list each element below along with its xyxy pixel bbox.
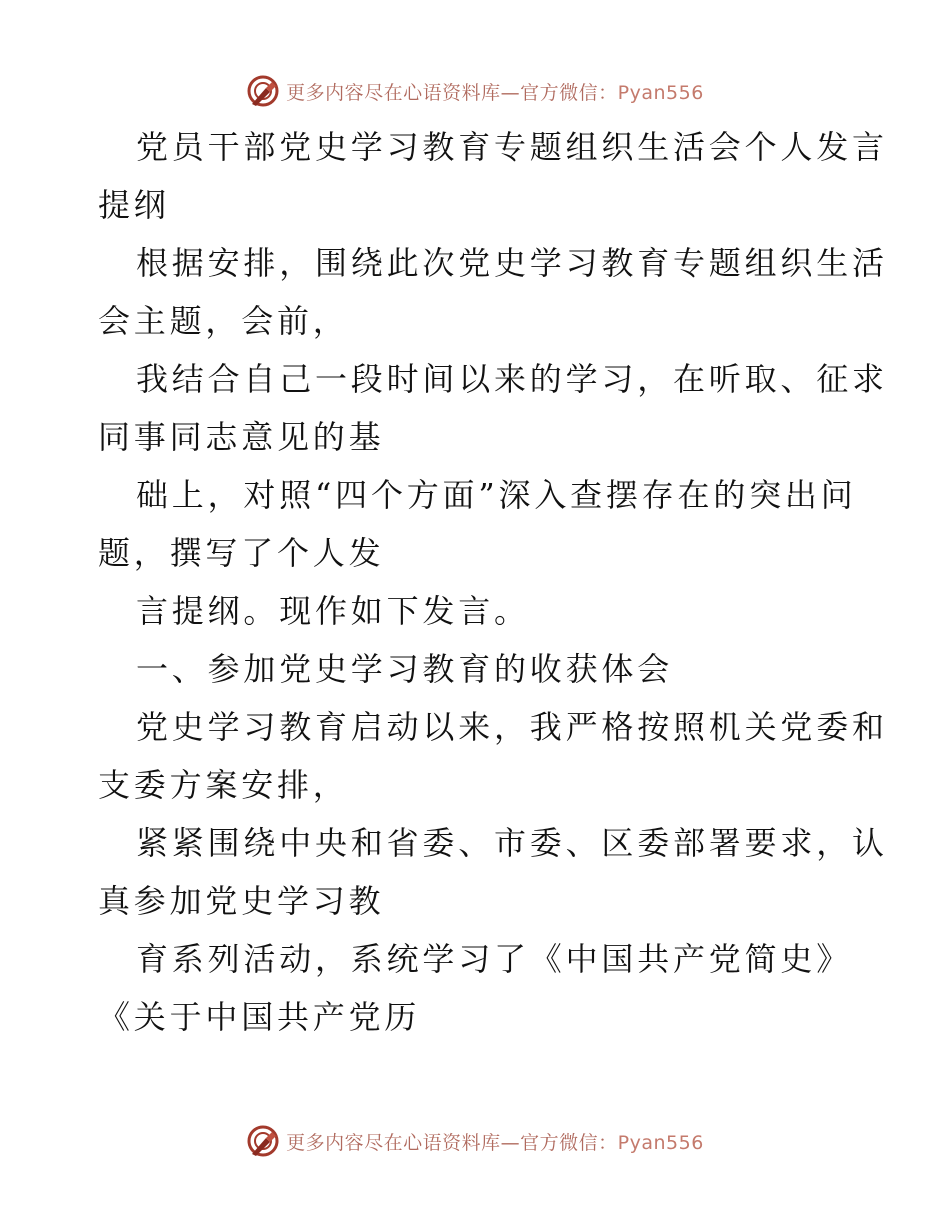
- text-line: 题，撰写了个人发: [98, 534, 385, 572]
- pen-logo-icon: [246, 74, 280, 108]
- footer-watermark: [0, 1121, 950, 1161]
- watermark-text: 更多内容尽在心语资料库—官方微信：Pyan556: [286, 1131, 704, 1154]
- text-line: 支委方案安排，: [98, 766, 349, 804]
- text-line: 《关于中国共产党历: [98, 998, 421, 1036]
- text-line: 础上，对照“四个方面”深入查摆存在的突出问: [136, 476, 857, 514]
- header-watermark: [0, 71, 950, 111]
- document-body: [98, 118, 888, 1046]
- text-line: 会主题，会前，: [98, 302, 349, 340]
- text-line: 提纲: [98, 186, 170, 224]
- text-line: 我结合自己一段时间以来的学习，在听取、征求: [136, 360, 888, 398]
- pen-logo-icon: [246, 1124, 280, 1158]
- text-line: 党员干部党史学习教育专题组织生活会个人发言: [136, 128, 888, 166]
- text-line: 根据安排，围绕此次党史学习教育专题组织生活: [136, 244, 888, 282]
- text-line: 育系列活动，系统学习了《中国共产党简史》: [136, 940, 853, 978]
- text-line: 紧紧围绕中央和省委、市委、区委部署要求，认: [136, 824, 888, 862]
- text-line: 党史学习教育启动以来，我严格按照机关党委和: [136, 708, 888, 746]
- watermark-text: 更多内容尽在心语资料库—官方微信：Pyan556: [286, 81, 704, 104]
- section-heading: 一、参加党史学习教育的收获体会: [136, 650, 674, 688]
- text-line: 真参加党史学习教: [98, 882, 385, 920]
- text-line: 同事同志意见的基: [98, 418, 385, 456]
- text-line: 言提纲。现作如下发言。: [136, 592, 530, 630]
